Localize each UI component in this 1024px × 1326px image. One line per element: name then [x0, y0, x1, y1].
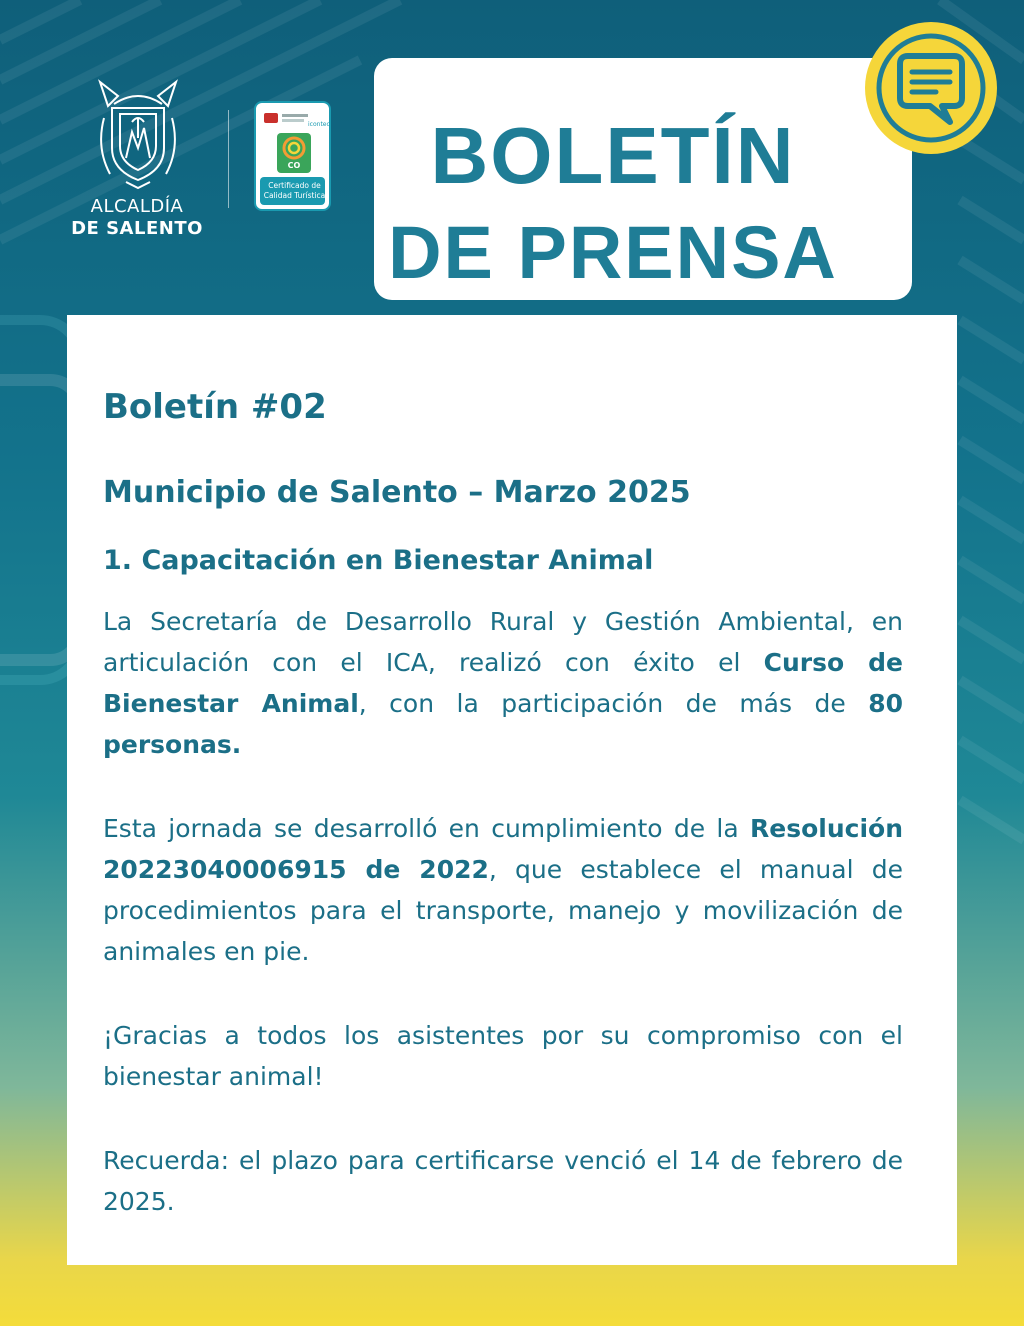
- flag-icon: [264, 113, 278, 123]
- coat-of-arms-icon: [90, 78, 186, 190]
- title-card: [374, 58, 912, 300]
- logo-divider: [228, 110, 229, 208]
- org-name-line1: ALCALDÍA: [90, 196, 184, 217]
- paragraph-3: ¡Gracias a todos los asistentes por su compromiso con el bienestar animal!: [103, 1021, 903, 1091]
- cert-brand: icontec: [308, 121, 330, 128]
- paragraph-4: Recuerda: el plazo para certificarse venció el 14 de febrero de 2025.: [103, 1146, 903, 1216]
- chat-bubble-icon: [858, 18, 1004, 158]
- paragraph-1: La Secretaría de Desarrollo Rural y Gestión Ambiental, en articulación con el ICA, realizó con éxito el Curso de Bienestar Animal, con la participación de más de 80 personas.: [103, 607, 903, 759]
- cert-label-line2: Calidad Turística: [263, 191, 326, 200]
- section-title: 1. Capacitación en Bienestar Animal: [103, 545, 654, 576]
- bulletin-number: Boletín #02: [103, 387, 327, 427]
- cert-label-line1: Certificado de: [268, 181, 321, 190]
- ministry-text-mark-2: [282, 119, 304, 122]
- title-line2: DE PRENSA: [388, 211, 838, 294]
- bulletin-content: [103, 385, 903, 1265]
- org-name-line2: DE SALENTO: [71, 218, 203, 239]
- bulletin-subtitle: Municipio de Salento – Marzo 2025: [103, 475, 691, 510]
- cert-code: CO: [287, 161, 301, 170]
- ministry-text-mark: [282, 114, 308, 117]
- bulletin-content-card: [67, 315, 957, 1265]
- paragraph-2: Esta jornada se desarrolló en cumplimiento de la Resolución 20223040006915 de 2022, que establece el manual de procedimientos para el transporte, manejo y movilización de animales en pie.: [103, 814, 903, 966]
- tourism-certificate-badge: [254, 101, 331, 211]
- title-line1: BOLETÍN: [430, 111, 796, 200]
